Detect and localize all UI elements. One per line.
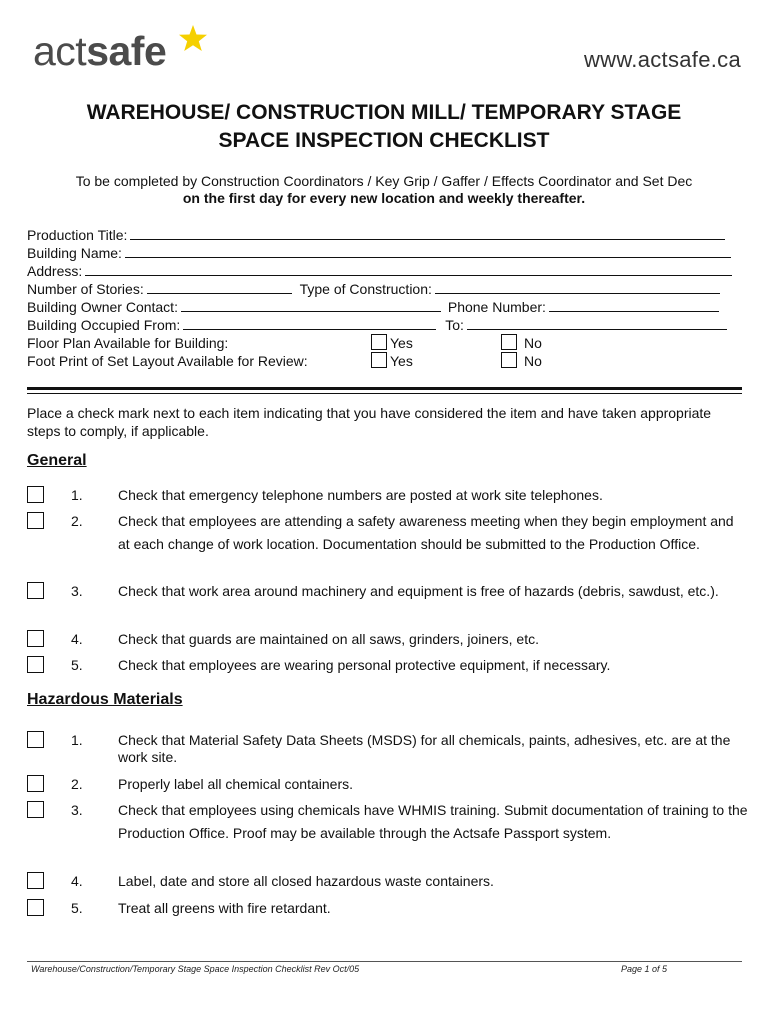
type-of-construction-field[interactable] (435, 281, 720, 294)
yes-label: Yes (390, 353, 413, 369)
building-name-row (27, 244, 731, 262)
hazardous-item-4-number: 4. (71, 873, 83, 889)
general-item-1-number: 1. (71, 487, 83, 503)
floor-plan-no-checkbox[interactable] (501, 334, 517, 350)
divider-thin (27, 393, 742, 394)
general-item-2-number: 2. (71, 513, 83, 529)
building-name-label: Building Name: (27, 245, 122, 261)
hazardous-item-3-text: Check that employees using chemicals have WHMIS training. Submit documentation of training to the Production Office. Proof may be available through the Actsafe Passport system. (118, 802, 748, 841)
floor-plan-yes-checkbox[interactable] (371, 334, 387, 350)
page-title-line1: WAREHOUSE/ CONSTRUCTION MILL/ TEMPORARY STAGE (86, 101, 682, 124)
owner-phone-row (27, 298, 719, 316)
no-label: No (524, 353, 542, 369)
building-owner-contact-field[interactable] (181, 299, 441, 312)
building-name-field[interactable] (125, 245, 731, 258)
general-item-5-number: 5. (71, 657, 83, 673)
type-of-construction-label: Type of Construction: (299, 281, 432, 297)
general-item-1-text: Check that emergency telephone numbers are posted at work site telephones. (118, 487, 603, 503)
section-heading-hazardous-materials: Hazardous Materials (27, 691, 183, 708)
hazardous-item-1-text: Check that Material Safety Data Sheets (MSDS) for all chemicals, paints, adhesives, etc. are at the work site. (118, 732, 731, 765)
hazardous-item-3-number: 3. (71, 802, 83, 818)
phone-number-label: Phone Number: (447, 299, 546, 315)
foot-print-yes-checkbox[interactable] (371, 352, 387, 368)
general-item-4-checkbox[interactable] (27, 630, 44, 647)
logo-text-safe: safe (86, 28, 167, 74)
logo-text-act: act (33, 28, 87, 74)
yes-label: Yes (390, 335, 413, 351)
section-heading-general: General (27, 452, 87, 469)
general-item-2-checkbox[interactable] (27, 512, 44, 529)
general-item-5-checkbox[interactable] (27, 656, 44, 673)
footer-document-info: Warehouse/Construction/Temporary Stage Space Inspection Checklist Rev Oct/05 (31, 964, 360, 974)
instructions-line2: on the first day for every new location and weekly thereafter. (182, 190, 586, 206)
foot-print-no-checkbox[interactable] (501, 352, 517, 368)
footer-page-number: Page 1 of 5 (621, 964, 668, 974)
hazardous-item-4-text: Label, date and store all closed hazardous waste containers. (118, 873, 494, 889)
actsafe-logo (33, 26, 213, 76)
number-of-stories-label: Number of Stories: (27, 281, 144, 297)
page-title-line2: SPACE INSPECTION CHECKLIST (218, 129, 550, 152)
hazardous-item-5-checkbox[interactable] (27, 899, 44, 916)
stories-construction-row (27, 280, 720, 298)
phone-number-field[interactable] (549, 299, 719, 312)
hazardous-item-4-checkbox[interactable] (27, 872, 44, 889)
general-item-3-text: Check that work area around machinery and equipment is free of hazards (debris, sawdust, etc.). (118, 583, 719, 599)
hazardous-item-5-number: 5. (71, 900, 83, 916)
general-item-2-text: Check that employees are attending a safety awareness meeting when they begin employment and at each change of work location. Documentation should be submitted to the Production Office. (118, 513, 734, 552)
hazardous-item-2-number: 2. (71, 776, 83, 792)
hazardous-item-1-number: 1. (71, 732, 83, 748)
production-title-label: Production Title: (27, 227, 128, 243)
hazardous-item-2-checkbox[interactable] (27, 775, 44, 792)
to-field[interactable] (467, 317, 727, 330)
intro-paragraph: Place a check mark next to each item indicating that you have considered the item and have taken appropriate steps to comply, if applicable. (27, 405, 712, 439)
production-title-row (27, 226, 725, 244)
hazardous-item-3-checkbox[interactable] (27, 801, 44, 818)
footer-divider (27, 961, 742, 962)
instructions-line1: To be completed by Construction Coordinators / Key Grip / Gaffer / Effects Coordinator and Set Dec (75, 173, 693, 189)
occupied-row (27, 316, 727, 334)
general-item-3-checkbox[interactable] (27, 582, 44, 599)
hazardous-item-5-text: Treat all greens with fire retardant. (118, 900, 331, 916)
general-item-1-checkbox[interactable] (27, 486, 44, 503)
foot-print-yes[interactable] (371, 352, 413, 370)
hazardous-item-1-checkbox[interactable] (27, 731, 44, 748)
address-label: Address: (27, 263, 83, 279)
floor-plan-no[interactable] (501, 334, 542, 352)
address-field[interactable] (85, 263, 732, 276)
website-url[interactable]: www.actsafe.ca (583, 47, 741, 72)
building-occupied-from-field[interactable] (183, 317, 436, 330)
general-item-4-number: 4. (71, 631, 83, 647)
star-icon (178, 24, 208, 52)
foot-print-no[interactable] (501, 352, 542, 370)
floor-plan-label: Floor Plan Available for Building: (27, 335, 229, 351)
hazardous-item-2-text: Properly label all chemical containers. (118, 776, 353, 792)
address-row (27, 262, 732, 280)
divider-thick (27, 387, 742, 390)
general-item-5-text: Check that employees are wearing personal protective equipment, if necessary. (118, 657, 611, 673)
production-title-field[interactable] (130, 227, 725, 240)
general-item-3-number: 3. (71, 583, 83, 599)
building-occupied-from-label: Building Occupied From: (27, 317, 181, 333)
foot-print-label: Foot Print of Set Layout Available for Review: (27, 353, 308, 369)
number-of-stories-field[interactable] (147, 281, 292, 294)
no-label: No (524, 335, 542, 351)
floor-plan-yes[interactable] (371, 334, 413, 352)
building-owner-contact-label: Building Owner Contact: (27, 299, 178, 315)
general-item-4-text: Check that guards are maintained on all saws, grinders, joiners, etc. (118, 631, 539, 647)
to-label: To: (445, 317, 464, 333)
